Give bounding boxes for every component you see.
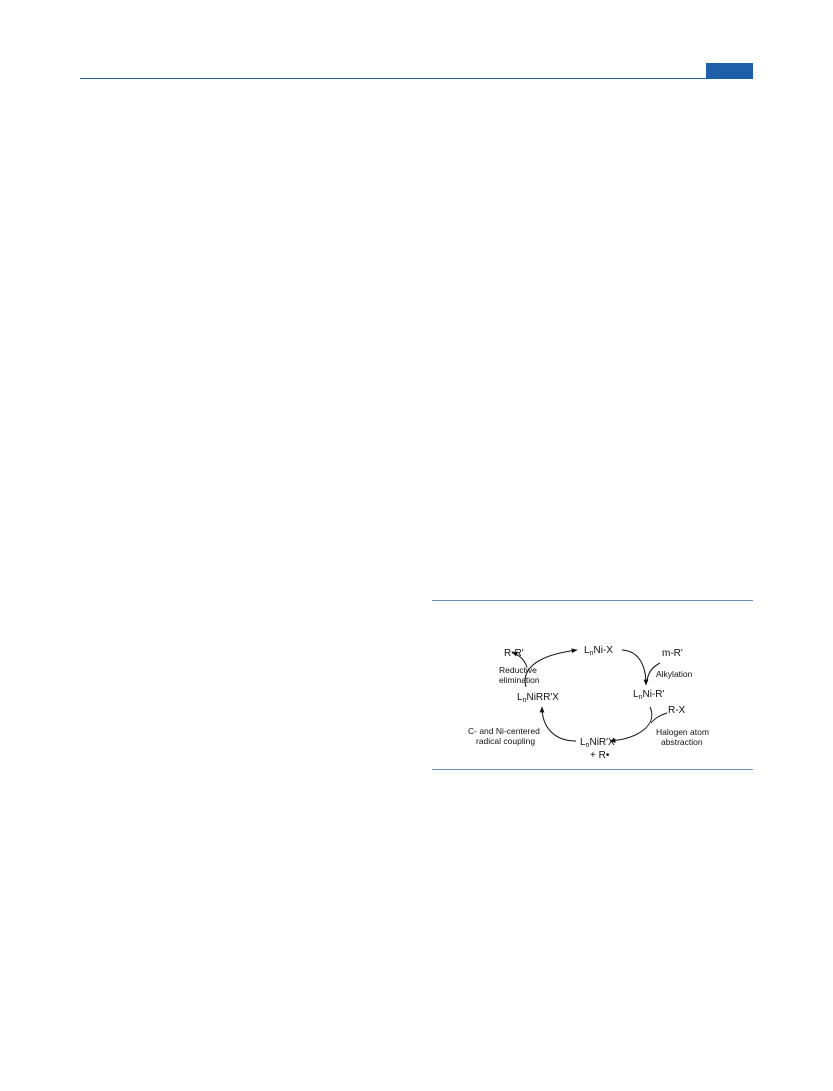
catalytic-cycle-figure	[432, 600, 753, 770]
arrow-radical-coupling	[542, 707, 576, 741]
arrow-halogen-abstraction	[610, 707, 652, 741]
species-product: R-R'	[504, 648, 524, 659]
species-lnni-x: $L_nNi-X$	[584, 645, 613, 657]
species-alkylating-agent: m-R'	[662, 648, 683, 659]
step-reductive-elimination-line1: Reductive	[499, 665, 537, 675]
step-halogen-abstraction-line1: Halogen atom	[656, 727, 709, 737]
step-radical-coupling-line1: C- and Ni-centered	[468, 726, 540, 736]
page-number-tab	[706, 63, 753, 78]
step-radical-coupling-line2: radical coupling	[476, 736, 536, 746]
species-lnni-r: $L_nNi-R'$	[633, 689, 665, 701]
step-halogen-abstraction-line2: abstraction	[661, 737, 703, 747]
arrow-r-x-incoming	[651, 713, 667, 723]
species-alkyl-halide: R-X	[668, 705, 686, 716]
species-radical: + R•	[590, 750, 610, 761]
catalytic-cycle-scheme	[432, 601, 753, 769]
arrow-alkylation	[622, 650, 646, 685]
species-lnnir-x: $L_nNiR'X$	[580, 737, 615, 749]
species-lnnirr-x: $L_nNiRR'X$	[517, 692, 559, 704]
step-alkylation: Alkylation	[656, 669, 693, 679]
header-rule	[80, 78, 753, 79]
step-reductive-elimination-line2: elimination	[499, 675, 540, 685]
